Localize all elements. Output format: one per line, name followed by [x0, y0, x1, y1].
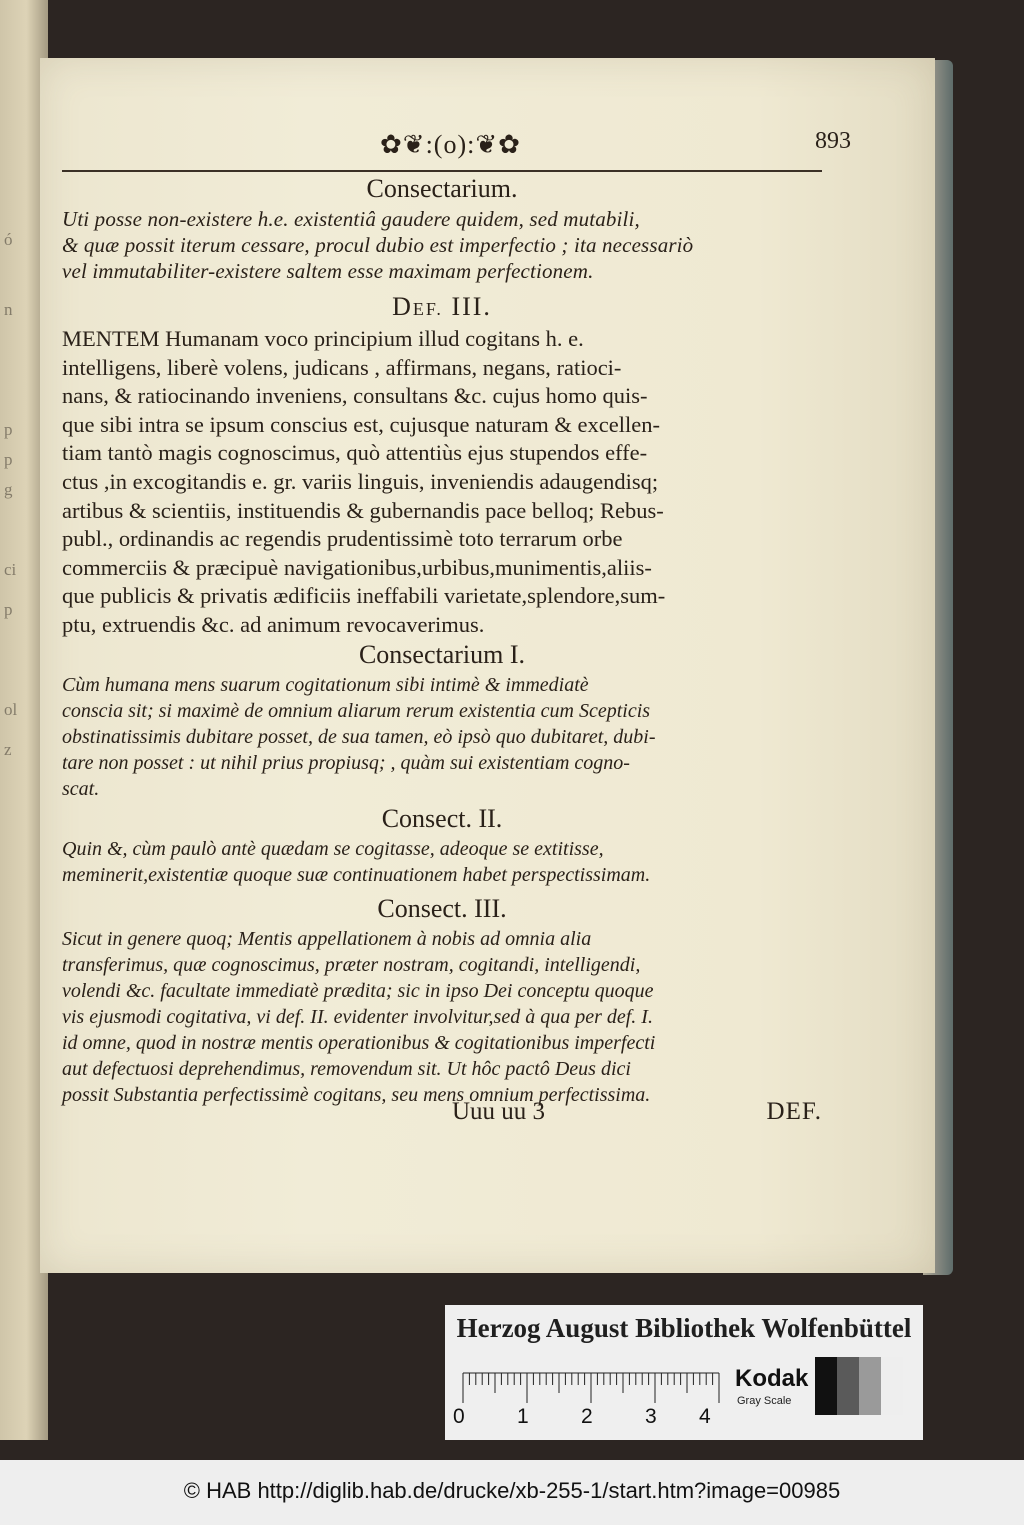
- text-line: ptu, extruendis &c. ad animum revocaverimus.: [62, 611, 485, 637]
- book-page: [40, 58, 935, 1273]
- text-line: id omne, quod in nostræ mentis operationibus & cogitationibus imperfecti: [62, 1032, 656, 1054]
- consectarium-3-heading: Consect. III.: [377, 894, 507, 923]
- def-heading-rest: EF.: [412, 299, 443, 319]
- def-heading-initial: D: [392, 292, 413, 321]
- text-line: artibus & scientiis, instituendis & gubernandis pace belloq; Rebus-: [62, 497, 664, 523]
- running-head: [62, 130, 851, 160]
- text-line: volendi &c. facultate immediatè prædita; sic in ipso Dei conceptu quoque: [62, 980, 654, 1002]
- ruler-number: 3: [645, 1405, 657, 1428]
- gray-swatch: [837, 1357, 859, 1415]
- ruler-number: 4: [699, 1405, 711, 1428]
- text-line: vel immutabiliter-existere saltem esse maximam perfectionem.: [62, 259, 594, 283]
- text-line: publ., ordinandis ac regendis prudentissimè toto terrarum orbe: [62, 526, 623, 552]
- catchline: [62, 1098, 822, 1130]
- kodak-logo: Kodak: [735, 1365, 809, 1392]
- text-line: vis ejusmodi cogitativa, vi def. II. evidenter involvitur,sed à qua per def. I.: [62, 1006, 653, 1028]
- text-line: tare non posset : ut nihil prius propiusq; , quàm sui existentiam cogno-: [62, 752, 630, 774]
- def-heading-number: III.: [451, 292, 492, 321]
- def-text: [62, 325, 822, 640]
- header-rule: [62, 170, 822, 172]
- consectarium-text: [62, 206, 822, 284]
- text-line: que publicis & privatis ædificiis ineffabili varietate,splendore,sum-: [62, 583, 666, 609]
- text-line: commerciis & præcipuè navigationibus,urbibus,munimentis,aliis-: [62, 554, 652, 580]
- header-ornament: ✿❦:(o):❦✿: [380, 130, 521, 159]
- copyright-footer: © HAB http://diglib.hab.de/drucke/xb-255-1/start.htm?image=00985: [0, 1460, 1024, 1525]
- page-number: 893: [815, 128, 851, 154]
- text-line: scat.: [62, 778, 100, 800]
- gray-swatches: [815, 1357, 903, 1415]
- catchword: DEF.: [766, 1098, 822, 1125]
- gray-swatch: [859, 1357, 881, 1415]
- consectarium-2-heading: Consect. II.: [381, 804, 503, 833]
- text-line: & quæ possit iterum cessare, procul dubio est imperfectio ; ita necessariò: [62, 233, 694, 257]
- consectarium-3-text: [62, 926, 822, 1108]
- text-line: meminerit,existentiæ quoque suæ continuationem habet perspectissimam.: [62, 864, 651, 886]
- library-color-card: [445, 1305, 923, 1440]
- gray-scale-label: Gray Scale: [737, 1395, 792, 1407]
- text-line: aut defectuosi deprehendimus, removendum sit. Ut hôc pactô Deus dici: [62, 1058, 631, 1080]
- consectarium-heading: Consectarium.: [366, 174, 518, 203]
- def-heading: [62, 292, 822, 322]
- text-line: tiam tantò magis cognoscimus, quò attentiùs ejus stupendos effe-: [62, 440, 648, 466]
- text-line: Uti posse non-existere h.e. existentiâ gaudere quidem, sed mutabili,: [62, 207, 640, 231]
- ruler-scale: [459, 1365, 724, 1405]
- ruler-number: 1: [517, 1405, 529, 1428]
- ruler-number: 0: [453, 1405, 465, 1428]
- text-line: Cùm humana mens suarum cogitationum sibi intimè & immediatè: [62, 674, 589, 696]
- text-line: possit Substantia perfectissimè cogitans, seu mens omnium perfectissima.: [62, 1084, 651, 1106]
- text-line: que sibi intra se ipsum conscius est, cujusque naturam & excellen-: [62, 411, 660, 437]
- consectarium-2-text: [62, 836, 822, 888]
- text-line: Quin &, cùm paulò antè quædam se cogitasse, adeoque se extitisse,: [62, 838, 604, 860]
- gray-swatch: [815, 1357, 837, 1415]
- text-line: Sicut in genere quoq; Mentis appellationem à nobis ad omnia alia: [62, 928, 592, 950]
- signature-mark: Uuu uu 3: [452, 1098, 546, 1125]
- consectarium-1-heading: Consectarium I.: [358, 640, 526, 669]
- library-card-title: Herzog August Bibliothek Wolfenbüttel: [456, 1313, 912, 1343]
- text-line: conscia sit; si maximè de omnium aliarum rerum existentia cum Scepticis: [62, 700, 651, 722]
- text-line: transferimus, quæ cognoscimus, præter nostram, cogitandi, intelligendi,: [62, 954, 641, 976]
- text-line: intelligens, liberè volens, judicans , affirmans, negans, ratioci-: [62, 354, 622, 380]
- previous-page-edge: ó n p p g ci p ol z: [0, 0, 48, 1440]
- gray-swatch: [881, 1357, 903, 1415]
- text-line: MENTEM Humanam voco principium illud cogitans h. e.: [62, 326, 584, 351]
- text-line: obstinatissimis dubitare posset, de sua tamen, eò ipsò quo dubitaret, dubi-: [62, 726, 656, 748]
- text-line: nans, & ratiocinando inveniens, consultans &c. cujus homo quis-: [62, 383, 648, 409]
- ruler-number: 2: [581, 1405, 593, 1428]
- consectarium-1-text: [62, 672, 822, 802]
- text-line: ctus ,in excogitandis e. gr. variis linguis, inveniendis adaugendisq;: [62, 468, 659, 494]
